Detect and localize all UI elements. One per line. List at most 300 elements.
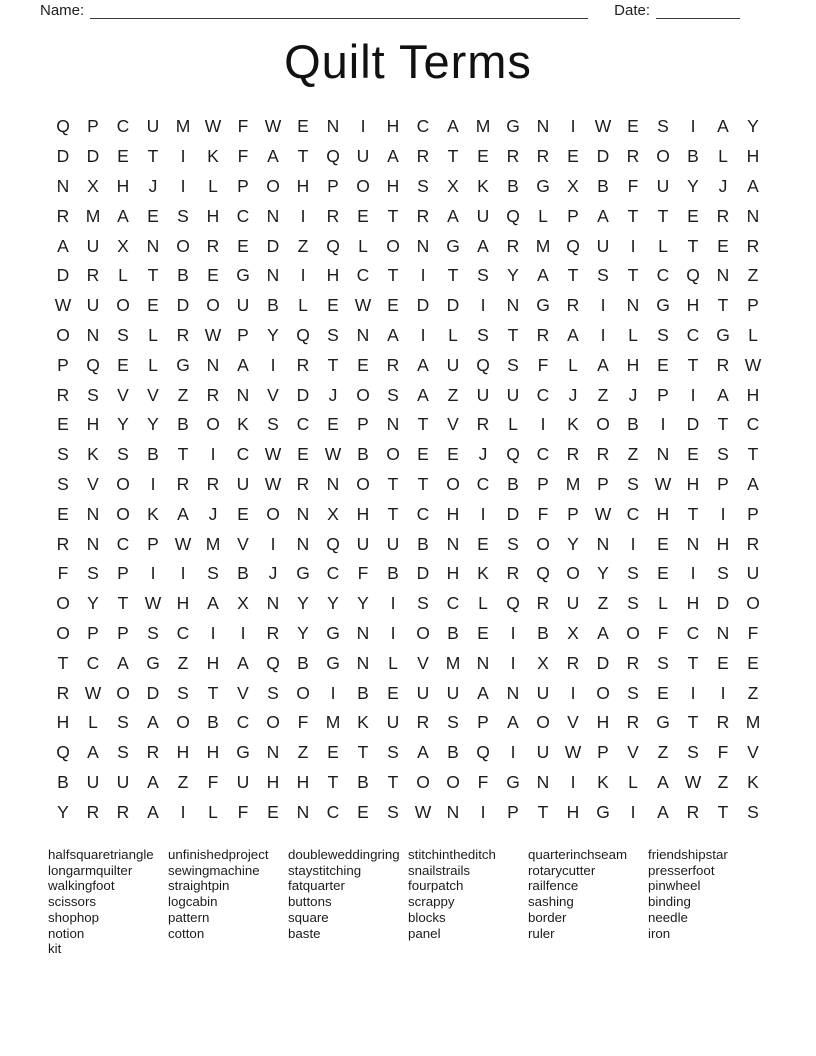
grid-cell: N [536,771,550,792]
grid-cell: T [687,235,699,256]
grid-cell: A [387,324,399,345]
grid-cell: E [207,265,219,286]
grid-cell: V [117,384,129,405]
grid-cell: A [417,354,429,375]
grid-cell: G [656,712,670,733]
grid-cell: R [626,712,640,733]
grid-cell: Y [507,265,519,286]
grid-cell: R [56,682,70,703]
grid-cell: E [147,205,159,226]
grid-cell: G [146,652,160,673]
grid-cell: R [536,593,550,614]
grid-cell: F [657,622,669,643]
grid-cell: K [357,712,369,733]
grid-cell: R [566,444,580,465]
grid-cell: C [236,444,250,465]
grid-cell: H [356,503,370,524]
grid-cell: B [267,295,279,316]
grid-cell: J [208,503,218,524]
grid-cell: L [628,771,638,792]
grid-cell: S [417,593,429,614]
grid-cell: R [116,801,130,822]
grid-cell: F [57,563,69,584]
grid-cell: E [477,146,489,167]
grid-cell: T [627,265,639,286]
grid-cell: R [566,652,580,673]
grid-cell: W [54,295,72,316]
grid-cell: N [356,324,370,345]
grid-cell: J [148,175,158,196]
grid-cell: P [507,801,519,822]
word-item: rotarycutter [528,862,596,878]
grid-cell: R [506,146,520,167]
grid-cell: V [567,712,579,733]
grid-cell: A [417,742,429,763]
grid-cell: E [357,801,369,822]
grid-cell: B [387,563,399,584]
grid-cell: A [237,354,249,375]
grid-cell: W [594,503,612,524]
grid-cell: E [387,295,399,316]
grid-cell: Q [56,742,70,763]
grid-cell: Z [297,742,309,763]
grid-cell: E [327,742,339,763]
grid-cell: E [417,444,429,465]
grid-cell: B [507,473,519,494]
grid-cell: F [237,146,249,167]
grid-cell: T [567,265,579,286]
word-item: unfinishedproject [168,847,269,862]
grid-cell: A [597,354,609,375]
grid-cell: U [236,771,250,792]
grid-cell: H [206,652,220,673]
grid-cell: G [596,801,610,822]
grid-cell: I [570,771,576,792]
grid-cell: R [716,354,730,375]
grid-cell: S [117,444,129,465]
grid-cell: A [57,235,69,256]
grid-cell: H [446,563,460,584]
grid-cell: A [147,771,159,792]
grid-cell: T [447,265,459,286]
grid-cell: H [596,712,610,733]
grid-cell: Z [657,742,669,763]
grid-cell: U [476,384,490,405]
grid-cell: D [266,235,280,256]
grid-cell: W [204,116,222,137]
grid-cell: G [236,265,250,286]
grid-cell: K [207,146,219,167]
grid-cell: C [686,622,700,643]
grid-cell: E [267,801,279,822]
grid-cell: A [447,205,459,226]
grid-cell: T [417,414,429,435]
grid-cell: S [717,444,729,465]
grid-cell: P [237,175,249,196]
grid-cell: O [266,503,280,524]
grid-cell: O [446,771,460,792]
grid-cell: R [326,205,340,226]
grid-cell: K [597,771,609,792]
grid-cell: I [570,682,576,703]
grid-cell: K [87,444,99,465]
grid-cell: H [656,503,670,524]
grid-cell: M [535,235,551,256]
grid-cell: S [57,473,69,494]
word-item: square [288,909,329,925]
grid-cell: A [447,116,459,137]
grid-cell: Q [326,235,340,256]
grid-cell: R [596,444,610,465]
grid-cell: G [326,652,340,673]
grid-cell: F [237,801,249,822]
grid-cell: L [538,205,548,226]
grid-cell: A [747,473,759,494]
grid-cell: O [596,414,610,435]
grid-cell: O [536,712,550,733]
grid-cell: L [118,265,128,286]
grid-cell: X [87,175,99,196]
grid-cell: K [477,175,489,196]
grid-cell: A [477,682,489,703]
grid-cell: A [387,146,399,167]
grid-cell: X [117,235,129,256]
grid-cell: O [386,444,400,465]
grid-cell: R [56,533,70,554]
grid-cell: T [657,205,669,226]
grid-cell: I [300,205,306,226]
grid-cell: U [746,563,760,584]
grid-cell: H [566,801,580,822]
grid-cell: H [716,533,730,554]
grid-cell: W [594,116,612,137]
grid-cell: E [327,414,339,435]
grid-cell: O [356,384,370,405]
grid-cell: V [267,384,279,405]
grid-cell: T [207,682,219,703]
grid-cell: N [86,503,100,524]
grid-cell: E [657,354,669,375]
grid-cell: B [357,771,369,792]
grid-cell: I [270,354,276,375]
word-item: shophop [48,909,100,925]
grid-cell: I [480,295,486,316]
grid-cell: T [717,801,729,822]
grid-cell: H [176,593,190,614]
grid-cell: L [658,593,668,614]
grid-cell: V [147,384,159,405]
grid-cell: C [416,503,430,524]
grid-cell: C [236,205,250,226]
grid-cell: O [416,622,430,643]
grid-cell: S [627,473,639,494]
grid-cell: R [56,384,70,405]
word-item: railfence [528,878,579,894]
grid-cell: Z [177,771,189,792]
grid-cell: D [56,265,70,286]
grid-cell: W [264,116,282,137]
grid-cell: B [297,652,309,673]
grid-cell: R [416,712,430,733]
grid-cell: W [654,473,672,494]
grid-cell: K [747,771,759,792]
grid-cell: I [390,622,396,643]
grid-cell: L [298,295,308,316]
grid-cell: E [477,622,489,643]
grid-cell: S [177,205,189,226]
grid-cell: M [475,116,491,137]
grid-cell: D [296,384,310,405]
grid-cell: B [597,175,609,196]
grid-cell: W [564,742,582,763]
grid-cell: T [117,593,129,614]
grid-cell: S [117,742,129,763]
grid-cell: K [567,414,579,435]
grid-cell: T [387,503,399,524]
grid-cell: C [746,414,760,435]
grid-cell: Q [566,235,580,256]
grid-cell: I [240,622,246,643]
grid-cell: N [236,384,250,405]
grid-cell: H [206,742,220,763]
grid-cell: N [446,533,460,554]
grid-cell: N [506,682,520,703]
grid-cell: K [477,563,489,584]
grid-cell: R [266,622,280,643]
grid-cell: W [354,295,372,316]
grid-cell: H [686,295,700,316]
grid-cell: I [210,622,216,643]
grid-cell: C [296,414,310,435]
grid-cell: S [627,563,639,584]
grid-cell: G [536,175,550,196]
word-item: ruler [528,925,555,941]
grid-cell: E [627,116,639,137]
grid-cell: O [56,622,70,643]
grid-cell: I [300,265,306,286]
grid-cell: V [237,682,249,703]
grid-cell: O [626,622,640,643]
grid-cell: O [596,682,610,703]
grid-cell: R [86,801,100,822]
grid-cell: H [266,771,280,792]
word-item: quarterinchseam [528,847,628,862]
grid-cell: F [357,563,369,584]
grid-cell: A [207,593,219,614]
grid-cell: Q [86,354,100,375]
grid-cell: A [237,652,249,673]
grid-cell: Q [266,652,280,673]
grid-cell: S [657,324,669,345]
grid-cell: T [387,205,399,226]
grid-cell: R [206,235,220,256]
grid-cell: P [567,205,579,226]
grid-cell: E [717,652,729,673]
grid-cell: T [357,742,369,763]
grid-cell: N [56,175,70,196]
grid-cell: U [476,205,490,226]
grid-cell: I [180,563,186,584]
grid-cell: F [237,116,249,137]
grid-cell: U [386,533,400,554]
word-item: pattern [168,909,210,925]
grid-cell: L [658,235,668,256]
grid-cell: D [506,503,520,524]
grid-cell: Y [117,414,129,435]
grid-cell: T [177,444,189,465]
grid-cell: B [57,771,69,792]
grid-cell: Y [357,593,369,614]
grid-cell: G [446,235,460,256]
grid-cell: U [146,116,160,137]
word-item: cotton [168,925,205,941]
grid-cell: D [56,146,70,167]
grid-cell: B [177,414,189,435]
grid-cell: L [478,593,488,614]
grid-cell: F [627,175,639,196]
grid-cell: A [177,503,189,524]
grid-cell: T [687,652,699,673]
grid-cell: R [746,235,760,256]
grid-cell: F [717,742,729,763]
grid-cell: S [147,622,159,643]
grid-cell: I [570,116,576,137]
grid-cell: X [447,175,459,196]
grid-cell: T [687,503,699,524]
page-title: Quilt Terms [284,35,532,88]
grid-cell: T [417,473,429,494]
grid-cell: H [86,414,100,435]
word-item: buttons [288,894,332,910]
grid-cell: R [56,205,70,226]
grid-cell: N [86,324,100,345]
grid-cell: Y [567,533,579,554]
grid-cell: I [630,801,636,822]
grid-cell: N [86,533,100,554]
grid-cell: L [508,414,518,435]
grid-cell: C [536,444,550,465]
grid-cell: R [626,652,640,673]
grid-cell: X [567,622,579,643]
grid-cell: Q [476,742,490,763]
grid-cell: V [417,652,429,673]
grid-cell: S [477,265,489,286]
grid-cell: O [266,712,280,733]
grid-cell: Q [536,563,550,584]
grid-cell: N [266,265,280,286]
grid-cell: S [117,712,129,733]
grid-cell: U [536,742,550,763]
grid-cell: Y [687,175,699,196]
grid-cell: I [180,175,186,196]
word-item: straightpin [168,878,230,894]
grid-cell: S [87,563,99,584]
grid-cell: S [507,354,519,375]
grid-cell: R [386,354,400,375]
grid-cell: Z [597,593,609,614]
grid-cell: R [686,801,700,822]
grid-cell: N [266,742,280,763]
grid-cell: U [506,384,520,405]
word-item: doubleweddingring [288,847,400,862]
grid-cell: Z [597,384,609,405]
grid-cell: D [146,682,160,703]
grid-cell: D [176,295,190,316]
grid-cell: A [537,265,549,286]
grid-cell: E [657,563,669,584]
grid-cell: G [296,563,310,584]
grid-cell: N [746,205,760,226]
grid-cell: U [656,175,670,196]
grid-cell: H [176,742,190,763]
grid-cell: O [536,533,550,554]
word-item: baste [288,925,321,941]
grid-cell: W [84,682,102,703]
word-item: notion [48,925,85,941]
grid-cell: I [390,593,396,614]
grid-cell: M [745,712,761,733]
grid-cell: O [386,235,400,256]
grid-cell: U [356,533,370,554]
grid-cell: N [296,503,310,524]
grid-cell: N [326,116,340,137]
grid-cell: P [657,384,669,405]
grid-cell: I [690,563,696,584]
grid-cell: N [716,622,730,643]
word-item: panel [408,925,441,941]
grid-cell: E [117,354,129,375]
grid-cell: A [747,175,759,196]
grid-cell: D [596,652,610,673]
grid-cell: R [176,473,190,494]
grid-cell: E [117,146,129,167]
grid-cell: H [626,354,640,375]
grid-cell: Y [87,593,99,614]
grid-cell: T [507,324,519,345]
word-item: scrappy [408,894,455,910]
grid-cell: T [147,265,159,286]
grid-cell: S [417,175,429,196]
grid-cell: Z [177,384,189,405]
grid-cell: E [747,652,759,673]
date-blank-line [656,4,740,19]
grid-cell: Q [326,533,340,554]
grid-cell: B [357,444,369,465]
grid-cell: D [86,146,100,167]
grid-cell: S [597,265,609,286]
grid-cell: E [297,444,309,465]
grid-cell: L [148,354,158,375]
grid-cell: V [87,473,99,494]
grid-cell: O [176,712,190,733]
grid-cell: D [686,414,700,435]
grid-cell: N [446,801,460,822]
grid-cell: H [386,116,400,137]
grid-cell: A [507,712,519,733]
grid-cell: U [536,682,550,703]
grid-cell: S [657,652,669,673]
grid-cell: H [446,503,460,524]
grid-cell: G [656,295,670,316]
grid-cell: A [717,116,729,137]
word-item: border [528,909,567,925]
grid-cell: I [270,533,276,554]
grid-cell: I [540,414,546,435]
grid-cell: U [86,295,100,316]
grid-cell: P [357,414,369,435]
grid-cell: Y [267,324,279,345]
word-item: presserfoot [648,862,715,878]
